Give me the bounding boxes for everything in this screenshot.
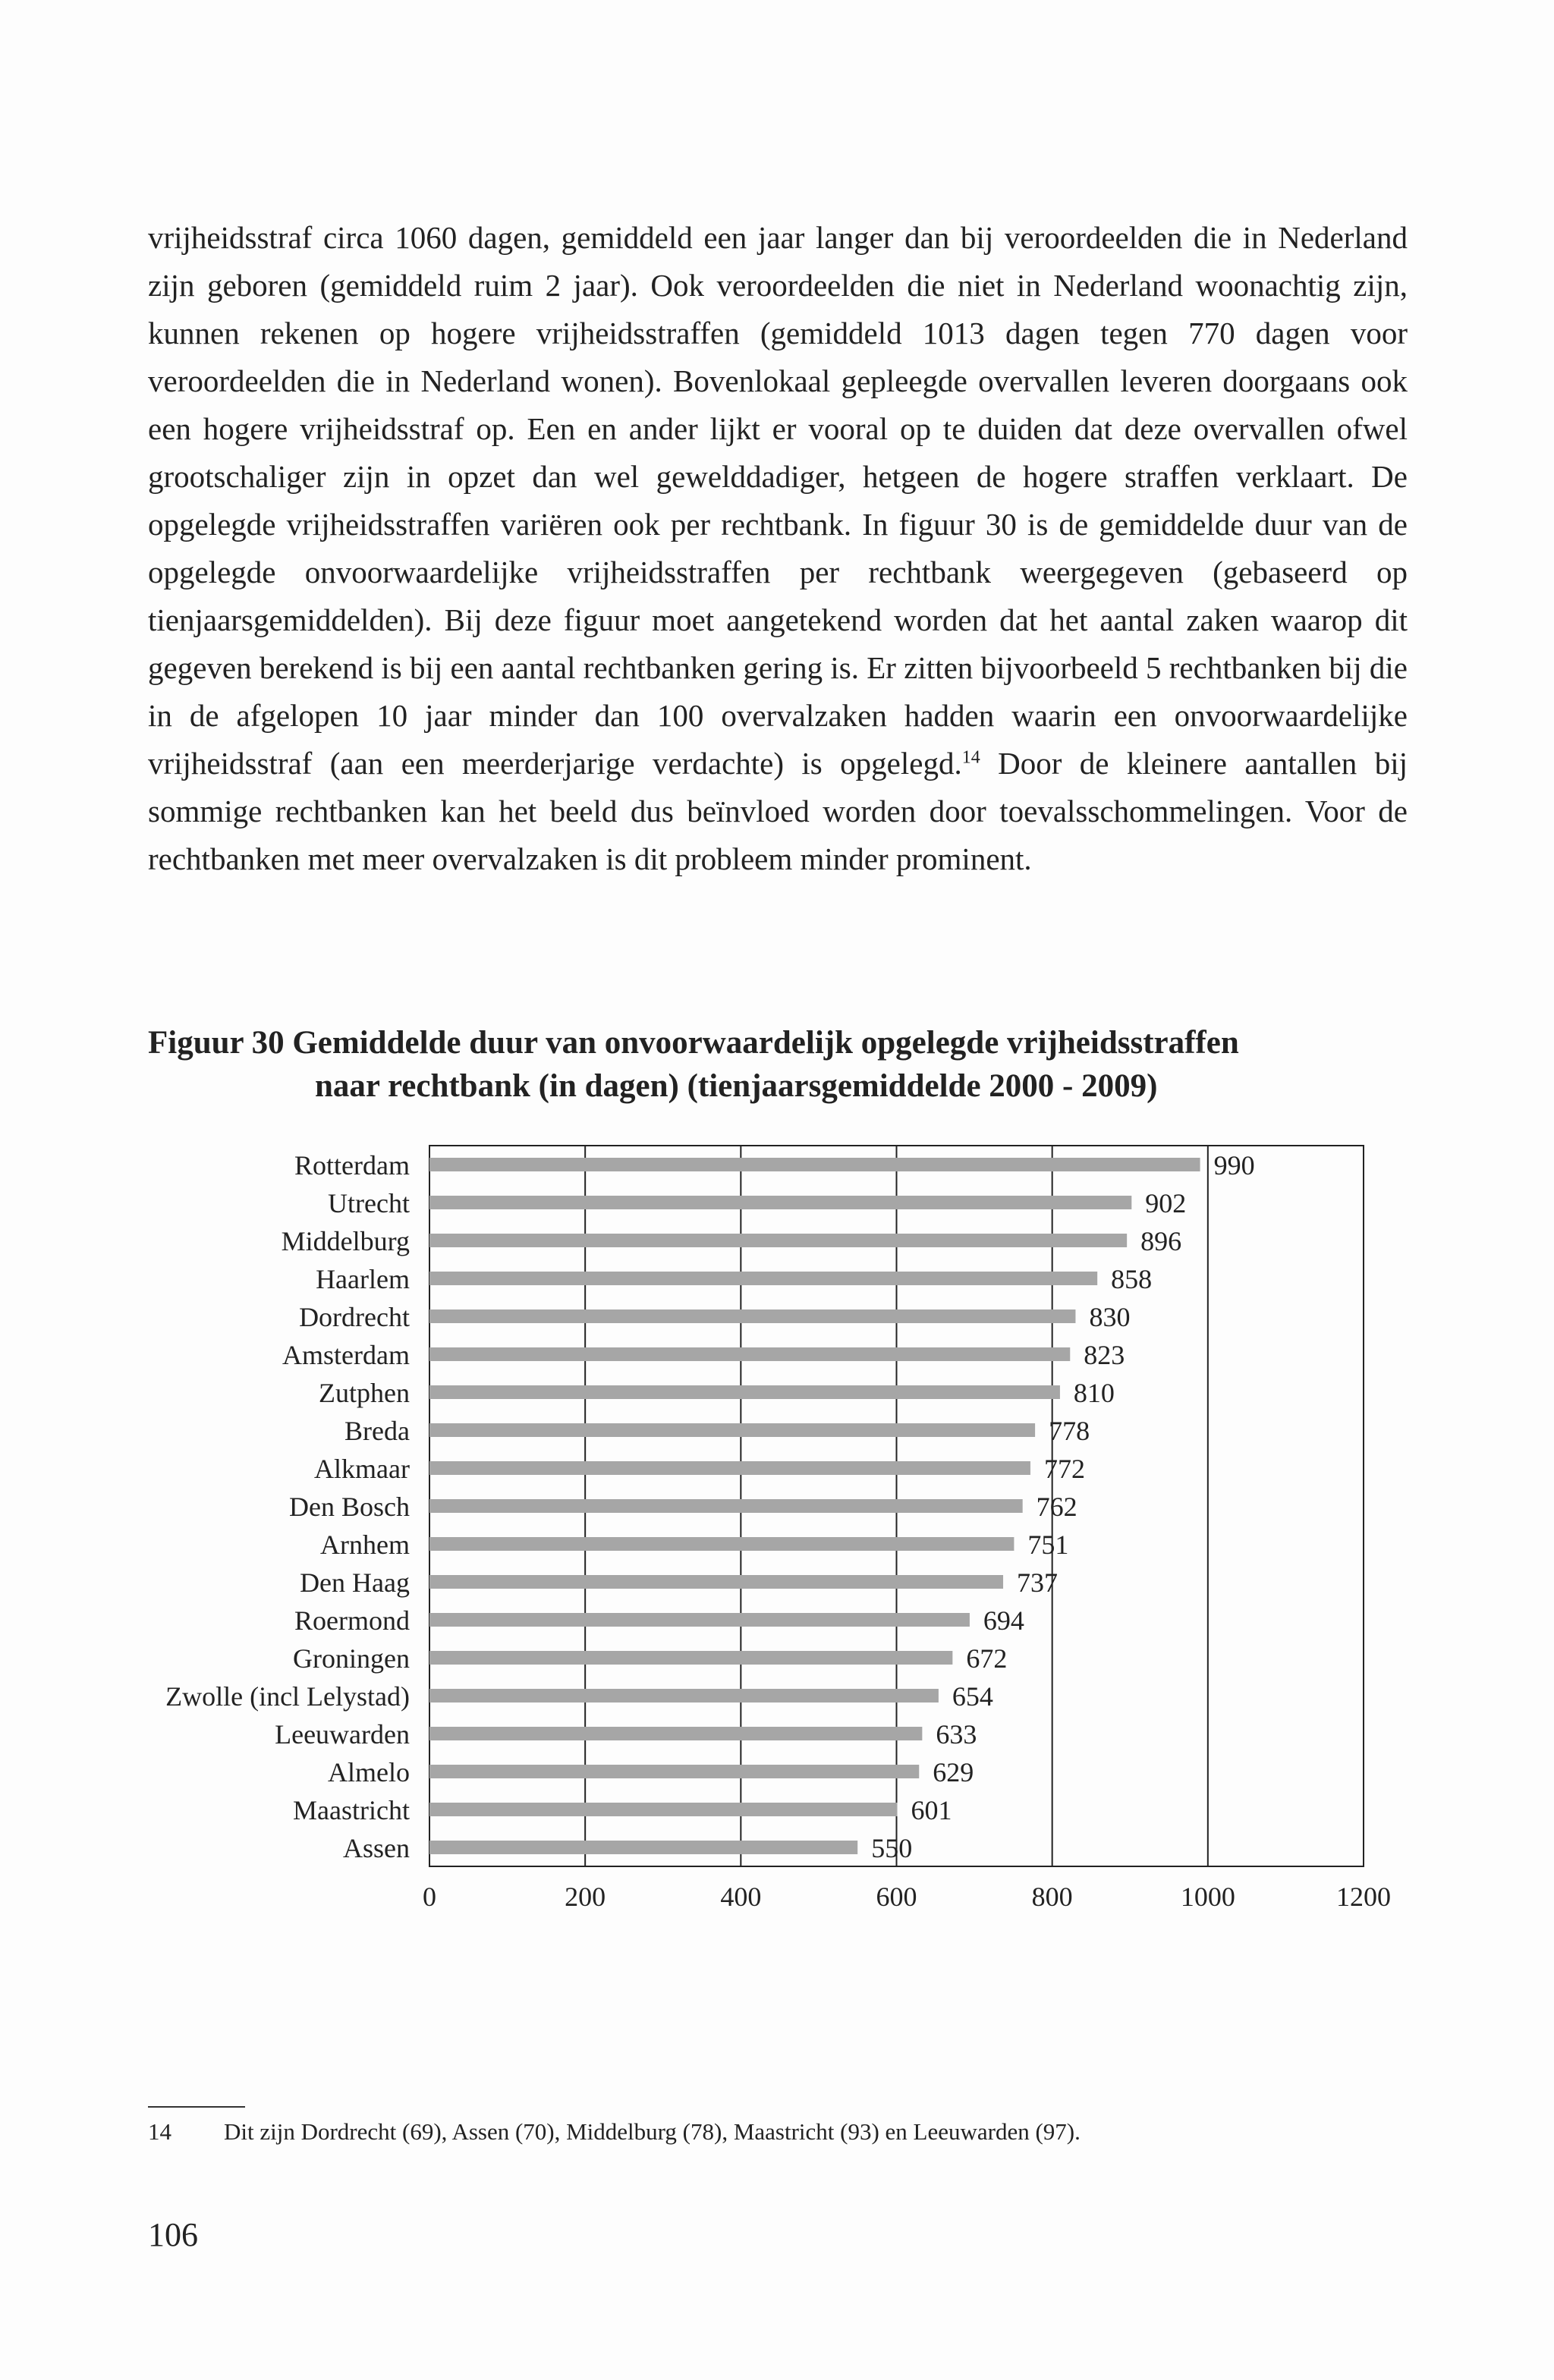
bar xyxy=(429,1461,1030,1475)
bar xyxy=(429,1272,1097,1285)
category-label: Den Haag xyxy=(300,1567,410,1598)
bar xyxy=(429,1765,919,1778)
x-tick-label: 600 xyxy=(876,1882,917,1912)
value-label: 830 xyxy=(1089,1302,1131,1332)
value-label: 737 xyxy=(1017,1567,1059,1598)
bar xyxy=(429,1537,1014,1551)
bar xyxy=(429,1727,922,1740)
x-tick-label: 0 xyxy=(423,1882,436,1912)
category-label: Almelo xyxy=(328,1757,410,1787)
figure-title xyxy=(148,1021,1408,1108)
value-label: 990 xyxy=(1213,1150,1255,1181)
x-tick-label: 1000 xyxy=(1180,1882,1235,1912)
category-label: Groningen xyxy=(293,1643,410,1674)
bar xyxy=(429,1423,1035,1437)
category-label: Utrecht xyxy=(328,1188,410,1218)
category-label: Roermond xyxy=(294,1605,410,1636)
value-label: 772 xyxy=(1043,1454,1085,1484)
category-label: Dordrecht xyxy=(299,1302,410,1332)
footnote-text: Dit zijn Dordrecht (69), Assen (70), Middelburg (78), Maastricht (93) en Leeuwarden (97). xyxy=(224,2118,1081,2145)
x-tick-label: 400 xyxy=(720,1882,762,1912)
value-label: 751 xyxy=(1027,1530,1069,1560)
footnote xyxy=(148,2117,1081,2147)
bar xyxy=(429,1841,857,1854)
bar xyxy=(429,1309,1075,1323)
value-label: 633 xyxy=(936,1719,977,1750)
body-text-part1: vrijheidsstraf circa 1060 dagen, gemiddeld een jaar langer dan bij veroordeelden die in Nederland zijn geboren (gemiddeld ruim 2 jaar). Ook veroordeelden die niet in Nederland woonachtig zijn, kunnen rekenen op hogere vrijheidsstraffen (gemiddeld 1013 dagen tegen 770 dagen voor veroordeelden die in Nederland wonen). Bovenlokaal gepleegde overvallen leveren doorgaans ook een hogere vrijheidsstraf op. Een en ander lijkt er vooral op te duiden dat deze overvallen ofwel grootschaliger zijn in opzet dan wel gewelddadiger, hetgeen de hogere straffen verklaart. De opgelegde vrijheidsstraffen variëren ook per rechtbank. In figuur 30 is de gemiddelde duur van de opgelegde onvoorwaardelijke vrijheidsstraffen per rechtbank weergegeven (gebaseerd op tienjaarsgemiddelden). Bij deze figuur moet aangetekend worden dat het aantal zaken waarop dit gegeven berekend is bij een aantal rechtbanken gering is. Er zitten bijvoorbeeld 5 rechtbanken bij die in de afgelopen 10 jaar minder dan 100 overvalzaken hadden waarin een onvoorwaardelijke vrijheidsstraf (aan een meerderjarige verdachte) is opgelegd. xyxy=(148,220,1408,781)
value-label: 902 xyxy=(1145,1188,1187,1218)
value-label: 654 xyxy=(952,1681,993,1712)
bar xyxy=(429,1385,1060,1399)
value-label: 601 xyxy=(911,1795,952,1825)
value-label: 778 xyxy=(1049,1416,1090,1446)
bar xyxy=(429,1347,1070,1361)
bar xyxy=(429,1158,1200,1171)
category-label: Rotterdam xyxy=(294,1150,410,1181)
category-label: Arnhem xyxy=(320,1530,410,1560)
x-tick-label: 800 xyxy=(1031,1882,1073,1912)
category-label: Haarlem xyxy=(316,1264,410,1294)
page-number: 106 xyxy=(148,2216,198,2253)
value-label: 762 xyxy=(1036,1492,1077,1522)
x-tick-label: 200 xyxy=(565,1882,606,1912)
category-label: Zwolle (incl Lelystad) xyxy=(165,1681,410,1712)
value-label: 823 xyxy=(1084,1340,1125,1370)
value-label: 550 xyxy=(871,1833,913,1863)
body-text-part2: Door de kleinere aantallen bij sommige rechtbanken kan het beeld dus beïnvloed worden door toevalsschommelingen. Voor de rechtbanken met meer overvalzaken is dit probleem minder prominent. xyxy=(148,746,1408,876)
bar xyxy=(429,1575,1003,1589)
category-label: Breda xyxy=(344,1416,410,1446)
body-paragraph xyxy=(148,214,1408,883)
bar xyxy=(429,1499,1023,1513)
bar xyxy=(429,1196,1131,1209)
bar xyxy=(429,1803,898,1816)
bar xyxy=(429,1234,1127,1247)
bar xyxy=(429,1651,952,1665)
bar xyxy=(429,1613,970,1627)
category-label: Middelburg xyxy=(281,1226,410,1256)
figure-title-line1: Figuur 30 Gemiddelde duur van onvoorwaardelijk opgelegde vrijheidsstraffen xyxy=(148,1025,1239,1061)
x-tick-label: 1200 xyxy=(1336,1882,1391,1912)
category-label: Amsterdam xyxy=(282,1340,410,1370)
figure-title-line2: naar rechtbank (in dagen) (tienjaarsgemiddelde 2000 - 2009) xyxy=(315,1068,1158,1104)
category-label: Maastricht xyxy=(293,1795,410,1825)
category-label: Alkmaar xyxy=(314,1454,410,1484)
value-label: 672 xyxy=(966,1643,1008,1674)
bar-chart xyxy=(0,1123,1554,1942)
value-label: 896 xyxy=(1140,1226,1182,1256)
value-label: 694 xyxy=(983,1605,1024,1636)
footnote-divider xyxy=(148,2106,245,2108)
category-label: Zutphen xyxy=(319,1378,410,1408)
footnote-number: 14 xyxy=(148,2118,171,2145)
footnote-reference[interactable]: 14 xyxy=(961,747,980,768)
value-label: 629 xyxy=(933,1757,974,1787)
value-label: 858 xyxy=(1111,1264,1153,1294)
category-label: Den Bosch xyxy=(289,1492,410,1522)
bar xyxy=(429,1689,939,1702)
value-label: 810 xyxy=(1073,1378,1115,1408)
category-label: Leeuwarden xyxy=(275,1719,410,1750)
category-label: Assen xyxy=(343,1833,410,1863)
